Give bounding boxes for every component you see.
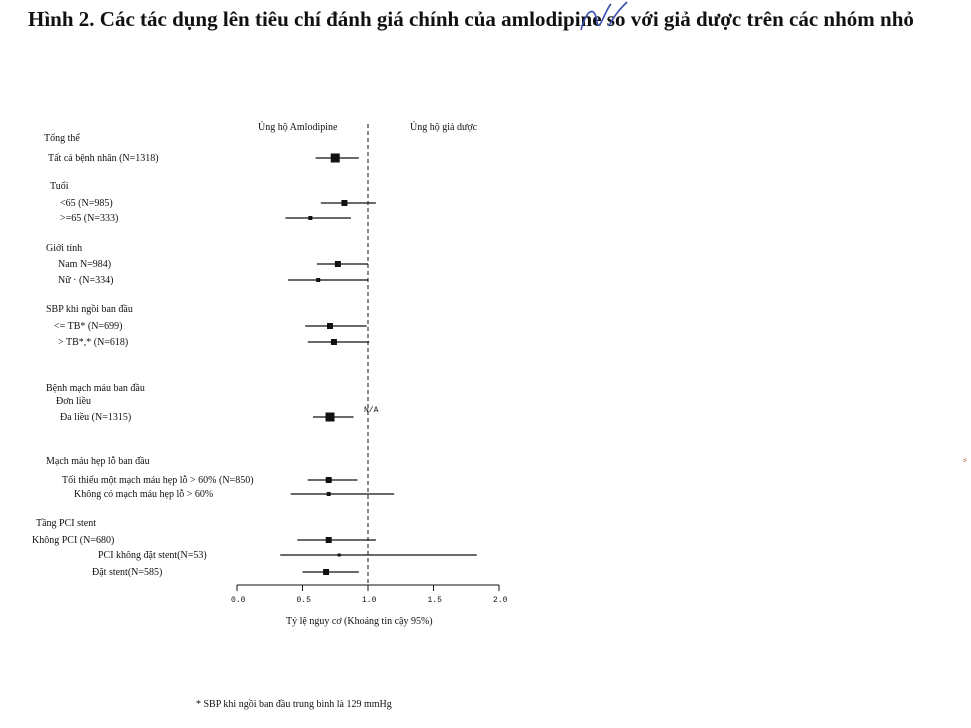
subgroup-label: >=65 (N=333) xyxy=(60,213,119,224)
hazard-ratio-marker xyxy=(316,278,320,282)
subgroup-label: Đặt stent(N=585) xyxy=(92,567,163,578)
subgroup-label: Không có mạch máu hẹp lỗ > 60% xyxy=(74,489,214,500)
footnote: * SBP khi ngồi ban đầu trung bình là 129 mmHg xyxy=(196,699,392,710)
x-tick-label: 0.5 xyxy=(296,596,311,605)
subgroup-header: Tuổi xyxy=(50,181,69,192)
subgroup-header: Đơn liều xyxy=(56,396,92,407)
favor-amlodipine-label: Ủng hộ Amlodipine xyxy=(258,122,338,133)
subgroup-label: Nữ · (N=334) xyxy=(58,275,114,286)
subgroup-label: Không PCI (N=680) xyxy=(32,535,115,546)
subgroup-header: Tổng thể xyxy=(44,133,80,144)
figure-heading: Hình 2. Các tác dụng lên tiêu chí đánh giá chính của amlodipine so với giả dược trên các nhóm nhỏ xyxy=(28,7,914,31)
hazard-ratio-marker xyxy=(326,537,332,543)
x-tick-label: 1.5 xyxy=(427,596,442,605)
favor-placebo-label: Ủng hộ giả dược xyxy=(410,122,478,133)
x-tick-label: 2.0 xyxy=(493,596,508,605)
hazard-ratio-marker xyxy=(326,477,332,483)
subgroup-label: Tối thiểu một mạch máu hẹp lỗ > 60% (N=850) xyxy=(62,475,254,486)
subgroup-header: Bệnh mạch máu ban đầu xyxy=(46,383,145,394)
subgroup-label: <= TB* (N=699) xyxy=(54,321,123,332)
hazard-ratio-marker xyxy=(326,413,335,422)
hazard-ratio-marker xyxy=(331,339,337,345)
x-tick-label: 0.0 xyxy=(231,596,246,605)
hazard-ratio-marker xyxy=(327,323,333,329)
hazard-ratio-marker xyxy=(308,216,312,220)
hazard-ratio-marker xyxy=(341,200,347,206)
hazard-ratio-marker xyxy=(331,154,340,163)
subgroup-label: > TB*,* (N=618) xyxy=(58,337,129,348)
stray-mark: ⸗ xyxy=(963,452,967,466)
subgroup-label: Nam N=984) xyxy=(58,259,112,270)
subgroup-header: Mạch máu hẹp lỗ ban đầu xyxy=(46,456,150,467)
hazard-ratio-marker xyxy=(327,492,331,496)
subgroup-label: <65 (N=985) xyxy=(60,198,113,209)
subgroup-header: Tầng PCI stent xyxy=(36,518,96,529)
x-tick-label: 1.0 xyxy=(362,596,377,605)
hazard-ratio-marker xyxy=(335,261,341,267)
subgroup-label: Tất cả bệnh nhân (N=1318) xyxy=(48,153,159,164)
x-axis-label: Tỷ lệ nguy cơ (Khoảng tin cậy 95%) xyxy=(286,616,433,627)
hazard-ratio-marker xyxy=(338,554,341,557)
subgroup-label: PCI không đặt stent(N=53) xyxy=(98,550,207,561)
subgroup-header: Giới tính xyxy=(46,243,83,254)
hazard-ratio-marker xyxy=(323,569,329,575)
subgroup-header: SBP khi ngồi ban đầu xyxy=(46,304,133,315)
na-label: N/A xyxy=(364,406,379,415)
subgroup-label: Đa liều (N=1315) xyxy=(60,412,132,423)
